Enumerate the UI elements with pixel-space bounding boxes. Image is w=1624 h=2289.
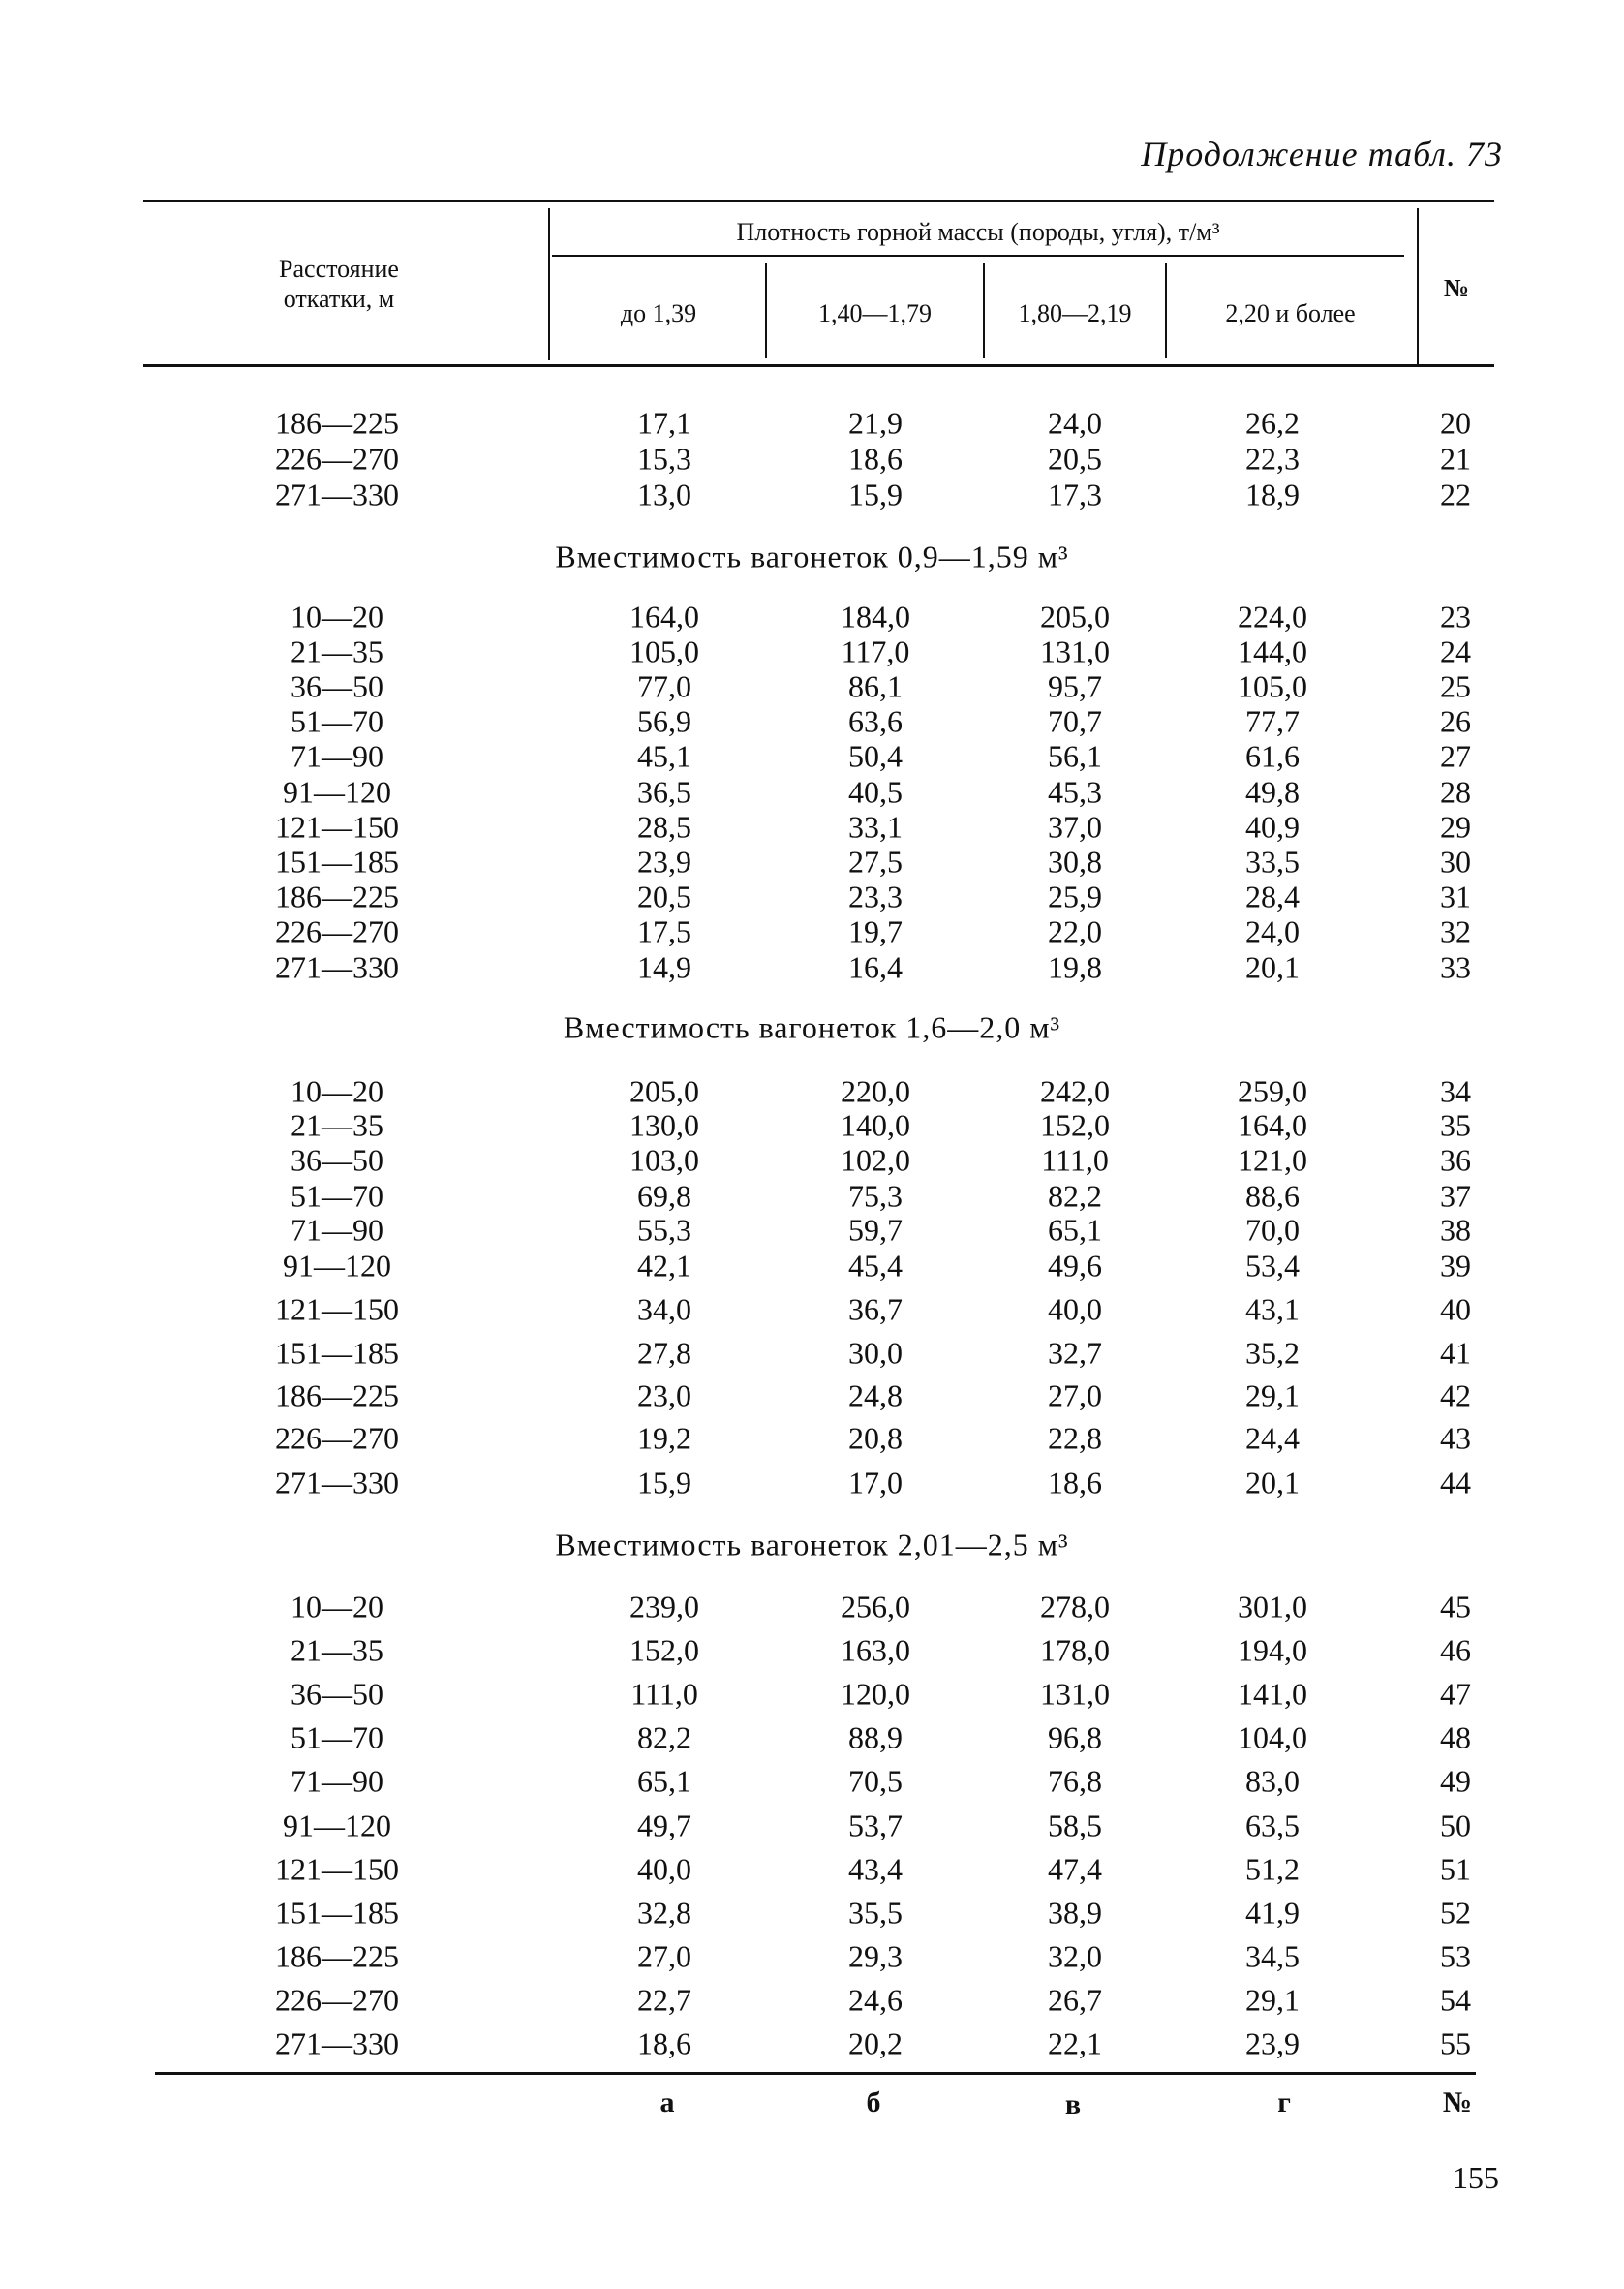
cell-col-v: 95,7 <box>1048 668 1102 704</box>
cell-col-b: 102,0 <box>841 1142 910 1178</box>
cell-row-number: 52 <box>1440 1895 1471 1931</box>
header-col-g: 2,20 и более <box>1225 299 1356 327</box>
cell-col-a: 15,3 <box>637 441 691 477</box>
cell-col-b: 140,0 <box>841 1107 910 1143</box>
cell-col-b: 117,0 <box>841 634 910 669</box>
cell-distance: 36—50 <box>291 1676 383 1712</box>
cell-col-a: 45,1 <box>637 738 691 774</box>
cell-col-a: 239,0 <box>629 1589 699 1624</box>
cell-row-number: 39 <box>1440 1248 1471 1284</box>
cell-col-a: 164,0 <box>629 599 699 634</box>
cell-col-b: 43,4 <box>848 1851 903 1887</box>
cell-row-number: 21 <box>1440 441 1471 477</box>
cell-distance: 21—35 <box>291 1107 383 1143</box>
cell-col-b: 86,1 <box>848 668 903 704</box>
cell-col-a: 82,2 <box>637 1719 691 1755</box>
cell-distance: 71—90 <box>291 738 383 774</box>
cell-col-v: 58,5 <box>1048 1808 1102 1843</box>
cell-row-number: 27 <box>1440 738 1471 774</box>
cell-row-number: 30 <box>1440 844 1471 880</box>
cell-col-a: 42,1 <box>637 1248 691 1284</box>
cell-distance: 151—185 <box>275 1335 399 1371</box>
cell-col-b: 70,5 <box>848 1763 903 1799</box>
cell-col-v: 32,0 <box>1048 1938 1102 1974</box>
cell-col-v: 152,0 <box>1040 1107 1110 1143</box>
cell-row-number: 53 <box>1440 1938 1471 1974</box>
cell-col-b: 220,0 <box>841 1073 910 1109</box>
cell-distance: 186—225 <box>275 879 399 914</box>
cell-distance: 226—270 <box>275 1420 399 1456</box>
cell-col-b: 59,7 <box>848 1212 903 1248</box>
footer-label-b: б <box>866 2087 881 2119</box>
cell-row-number: 20 <box>1440 405 1471 441</box>
cell-row-number: 49 <box>1440 1763 1471 1799</box>
cell-col-b: 24,8 <box>848 1377 903 1413</box>
cell-col-v: 131,0 <box>1040 1676 1110 1712</box>
cell-col-a: 130,0 <box>629 1107 699 1143</box>
cell-row-number: 42 <box>1440 1377 1471 1413</box>
cell-row-number: 48 <box>1440 1719 1471 1755</box>
cell-col-g: 88,6 <box>1245 1178 1300 1214</box>
cell-col-g: 63,5 <box>1245 1808 1300 1843</box>
cell-col-v: 178,0 <box>1040 1632 1110 1668</box>
cell-col-g: 22,3 <box>1245 441 1300 477</box>
cell-col-a: 205,0 <box>629 1073 699 1109</box>
cell-col-v: 22,0 <box>1048 913 1102 949</box>
cell-distance: 10—20 <box>291 1589 383 1624</box>
cell-col-g: 83,0 <box>1245 1763 1300 1799</box>
cell-col-v: 24,0 <box>1048 405 1102 441</box>
cell-row-number: 50 <box>1440 1808 1471 1843</box>
cell-distance: 36—50 <box>291 1142 383 1178</box>
cell-col-v: 111,0 <box>1041 1142 1109 1178</box>
cell-row-number: 26 <box>1440 703 1471 739</box>
cell-col-a: 69,8 <box>637 1178 691 1214</box>
cell-col-g: 41,9 <box>1245 1895 1300 1931</box>
cell-col-v: 37,0 <box>1048 809 1102 845</box>
cell-col-v: 25,9 <box>1048 879 1102 914</box>
cell-col-g: 104,0 <box>1238 1719 1307 1755</box>
cell-col-g: 61,6 <box>1245 738 1300 774</box>
cell-col-a: 27,0 <box>637 1938 691 1974</box>
cell-distance: 121—150 <box>275 1851 399 1887</box>
cell-col-v: 70,7 <box>1048 703 1102 739</box>
cell-distance: 121—150 <box>275 809 399 845</box>
cell-col-b: 53,7 <box>848 1808 903 1843</box>
cell-col-g: 77,7 <box>1245 703 1300 739</box>
footer-label-a: а <box>659 2087 675 2119</box>
cell-col-g: 144,0 <box>1238 634 1307 669</box>
footer-label-v: в <box>1064 2088 1082 2120</box>
cell-distance: 51—70 <box>291 1719 383 1755</box>
header-divider <box>548 208 550 360</box>
header-number: № <box>1443 274 1470 302</box>
cell-col-v: 76,8 <box>1048 1763 1102 1799</box>
cell-distance: 91—120 <box>283 1808 391 1843</box>
cell-distance: 186—225 <box>275 1938 399 1974</box>
cell-col-b: 256,0 <box>841 1589 910 1624</box>
cell-col-b: 33,1 <box>848 809 903 845</box>
section-heading: Вместимость вагонеток 2,01—2,5 м³ <box>555 1527 1069 1562</box>
cell-col-a: 49,7 <box>637 1808 691 1843</box>
cell-col-b: 21,9 <box>848 405 903 441</box>
cell-col-b: 24,6 <box>848 1982 903 2018</box>
cell-col-v: 56,1 <box>1048 738 1102 774</box>
cell-distance: 71—90 <box>291 1763 383 1799</box>
cell-col-v: 18,6 <box>1048 1465 1102 1500</box>
cell-col-v: 96,8 <box>1048 1719 1102 1755</box>
cell-row-number: 45 <box>1440 1589 1471 1624</box>
cell-distance: 186—225 <box>275 1377 399 1413</box>
cell-row-number: 24 <box>1440 634 1471 669</box>
cell-col-g: 33,5 <box>1245 844 1300 880</box>
cell-col-b: 184,0 <box>841 599 910 634</box>
cell-col-g: 24,4 <box>1245 1420 1300 1456</box>
cell-distance: 21—35 <box>291 634 383 669</box>
cell-row-number: 54 <box>1440 1982 1471 2018</box>
cell-col-a: 27,8 <box>637 1335 691 1371</box>
cell-row-number: 35 <box>1440 1107 1471 1143</box>
cell-col-a: 152,0 <box>629 1632 699 1668</box>
cell-row-number: 25 <box>1440 668 1471 704</box>
cell-col-v: 242,0 <box>1040 1073 1110 1109</box>
table-bottom-rule <box>155 2072 1476 2075</box>
cell-col-g: 26,2 <box>1245 405 1300 441</box>
cell-col-a: 17,1 <box>637 405 691 441</box>
cell-distance: 186—225 <box>275 405 399 441</box>
cell-col-v: 278,0 <box>1040 1589 1110 1624</box>
cell-col-g: 18,9 <box>1245 477 1300 512</box>
cell-col-a: 32,8 <box>637 1895 691 1931</box>
cell-col-g: 224,0 <box>1238 599 1307 634</box>
cell-col-g: 49,8 <box>1245 774 1300 810</box>
header-col-a: до 1,39 <box>620 299 697 327</box>
cell-col-g: 40,9 <box>1245 809 1300 845</box>
cell-col-g: 24,0 <box>1245 913 1300 949</box>
header-col-v: 1,80—2,19 <box>1018 299 1132 327</box>
table-continuation-title: Продолжение табл. 73 <box>1141 135 1503 173</box>
cell-row-number: 40 <box>1440 1291 1471 1327</box>
cell-col-b: 17,0 <box>848 1465 903 1500</box>
cell-col-b: 45,4 <box>848 1248 903 1284</box>
cell-col-a: 23,0 <box>637 1377 691 1413</box>
cell-distance: 271—330 <box>275 1465 399 1500</box>
cell-col-g: 23,9 <box>1245 2026 1300 2061</box>
cell-col-a: 14,9 <box>637 949 691 985</box>
cell-col-v: 65,1 <box>1048 1212 1102 1248</box>
cell-col-v: 20,5 <box>1048 441 1102 477</box>
cell-col-g: 121,0 <box>1238 1142 1307 1178</box>
cell-row-number: 29 <box>1440 809 1471 845</box>
cell-col-g: 164,0 <box>1238 1107 1307 1143</box>
cell-col-a: 20,5 <box>637 879 691 914</box>
cell-row-number: 23 <box>1440 599 1471 634</box>
cell-distance: 271—330 <box>275 949 399 985</box>
cell-col-a: 19,2 <box>637 1420 691 1456</box>
cell-col-a: 56,9 <box>637 703 691 739</box>
cell-col-v: 38,9 <box>1048 1895 1102 1931</box>
cell-distance: 51—70 <box>291 1178 383 1214</box>
cell-col-g: 141,0 <box>1238 1676 1307 1712</box>
cell-col-b: 23,3 <box>848 879 903 914</box>
cell-distance: 91—120 <box>283 1248 391 1284</box>
section-heading: Вместимость вагонеток 0,9—1,59 м³ <box>555 539 1069 574</box>
cell-col-b: 19,7 <box>848 913 903 949</box>
cell-row-number: 43 <box>1440 1420 1471 1456</box>
cell-distance: 71—90 <box>291 1212 383 1248</box>
cell-col-g: 259,0 <box>1238 1073 1307 1109</box>
cell-col-g: 105,0 <box>1238 668 1307 704</box>
cell-col-b: 50,4 <box>848 738 903 774</box>
cell-col-v: 27,0 <box>1048 1377 1102 1413</box>
cell-col-g: 53,4 <box>1245 1248 1300 1284</box>
cell-col-v: 47,4 <box>1048 1851 1102 1887</box>
cell-col-g: 29,1 <box>1245 1982 1300 2018</box>
cell-col-g: 35,2 <box>1245 1335 1300 1371</box>
cell-distance: 10—20 <box>291 599 383 634</box>
footer-label-number: № <box>1442 2087 1473 2119</box>
header-col-b: 1,40—1,79 <box>818 299 932 327</box>
section-heading: Вместимость вагонеток 1,6—2,0 м³ <box>563 1009 1061 1045</box>
table-top-rule <box>143 200 1494 202</box>
cell-col-b: 75,3 <box>848 1178 903 1214</box>
cell-col-v: 82,2 <box>1048 1178 1102 1214</box>
cell-row-number: 32 <box>1440 913 1471 949</box>
cell-col-a: 28,5 <box>637 809 691 845</box>
cell-col-b: 88,9 <box>848 1719 903 1755</box>
cell-row-number: 34 <box>1440 1073 1471 1109</box>
header-bottom-rule <box>143 364 1494 367</box>
cell-col-g: 28,4 <box>1245 879 1300 914</box>
cell-distance: 271—330 <box>275 477 399 512</box>
cell-distance: 121—150 <box>275 1291 399 1327</box>
footer-label-g: г <box>1277 2087 1291 2119</box>
cell-row-number: 37 <box>1440 1178 1471 1214</box>
cell-col-b: 20,2 <box>848 2026 903 2061</box>
page-number: 155 <box>1453 2160 1499 2195</box>
cell-col-b: 30,0 <box>848 1335 903 1371</box>
cell-col-v: 32,7 <box>1048 1335 1102 1371</box>
cell-distance: 271—330 <box>275 2026 399 2061</box>
cell-col-a: 15,9 <box>637 1465 691 1500</box>
cell-distance: 91—120 <box>283 774 391 810</box>
cell-col-a: 36,5 <box>637 774 691 810</box>
cell-col-b: 16,4 <box>848 949 903 985</box>
cell-distance: 21—35 <box>291 1632 383 1668</box>
cell-col-g: 29,1 <box>1245 1377 1300 1413</box>
cell-distance: 10—20 <box>291 1073 383 1109</box>
cell-col-b: 35,5 <box>848 1895 903 1931</box>
cell-col-b: 15,9 <box>848 477 903 512</box>
cell-col-b: 29,3 <box>848 1938 903 1974</box>
cell-row-number: 41 <box>1440 1335 1471 1371</box>
cell-row-number: 31 <box>1440 879 1471 914</box>
cell-col-g: 301,0 <box>1238 1589 1307 1624</box>
cell-row-number: 36 <box>1440 1142 1471 1178</box>
cell-row-number: 51 <box>1440 1851 1471 1887</box>
cell-col-b: 40,5 <box>848 774 903 810</box>
cell-col-b: 27,5 <box>848 844 903 880</box>
cell-row-number: 55 <box>1440 2026 1471 2061</box>
cell-col-b: 63,6 <box>848 703 903 739</box>
cell-col-g: 194,0 <box>1238 1632 1307 1668</box>
cell-col-a: 77,0 <box>637 668 691 704</box>
cell-col-a: 17,5 <box>637 913 691 949</box>
cell-col-g: 34,5 <box>1245 1938 1300 1974</box>
cell-row-number: 47 <box>1440 1676 1471 1712</box>
cell-row-number: 33 <box>1440 949 1471 985</box>
cell-col-v: 45,3 <box>1048 774 1102 810</box>
cell-row-number: 46 <box>1440 1632 1471 1668</box>
cell-distance: 36—50 <box>291 668 383 704</box>
cell-col-v: 30,8 <box>1048 844 1102 880</box>
cell-col-a: 22,7 <box>637 1982 691 2018</box>
cell-col-b: 20,8 <box>848 1420 903 1456</box>
cell-row-number: 38 <box>1440 1212 1471 1248</box>
header-distance: Расстояние откатки, м <box>279 255 399 314</box>
cell-col-v: 17,3 <box>1048 477 1102 512</box>
cell-col-a: 55,3 <box>637 1212 691 1248</box>
cell-col-a: 111,0 <box>630 1676 698 1712</box>
cell-col-a: 40,0 <box>637 1851 691 1887</box>
cell-col-a: 23,9 <box>637 844 691 880</box>
cell-row-number: 44 <box>1440 1465 1471 1500</box>
cell-col-a: 13,0 <box>637 477 691 512</box>
cell-col-v: 40,0 <box>1048 1291 1102 1327</box>
cell-col-a: 105,0 <box>629 634 699 669</box>
cell-distance: 226—270 <box>275 441 399 477</box>
cell-row-number: 22 <box>1440 477 1471 512</box>
cell-col-a: 34,0 <box>637 1291 691 1327</box>
cell-distance: 51—70 <box>291 703 383 739</box>
cell-col-b: 36,7 <box>848 1291 903 1327</box>
cell-col-v: 22,8 <box>1048 1420 1102 1456</box>
cell-col-v: 131,0 <box>1040 634 1110 669</box>
cell-distance: 151—185 <box>275 844 399 880</box>
cell-col-g: 70,0 <box>1245 1212 1300 1248</box>
header-density-group: Плотность горной массы (породы, угля), т/м³ <box>736 218 1220 246</box>
cell-distance: 151—185 <box>275 1895 399 1931</box>
cell-col-v: 26,7 <box>1048 1982 1102 2018</box>
cell-col-b: 18,6 <box>848 441 903 477</box>
cell-col-g: 51,2 <box>1245 1851 1300 1887</box>
cell-col-g: 43,1 <box>1245 1291 1300 1327</box>
cell-col-a: 18,6 <box>637 2026 691 2061</box>
cell-col-v: 49,6 <box>1048 1248 1102 1284</box>
cell-col-v: 22,1 <box>1048 2026 1102 2061</box>
cell-col-b: 120,0 <box>841 1676 910 1712</box>
cell-col-v: 205,0 <box>1040 599 1110 634</box>
cell-col-v: 19,8 <box>1048 949 1102 985</box>
cell-distance: 226—270 <box>275 913 399 949</box>
cell-col-a: 65,1 <box>637 1763 691 1799</box>
cell-col-g: 20,1 <box>1245 1465 1300 1500</box>
cell-col-g: 20,1 <box>1245 949 1300 985</box>
header-subrule <box>552 255 1404 257</box>
cell-col-b: 163,0 <box>841 1632 910 1668</box>
cell-col-a: 103,0 <box>629 1142 699 1178</box>
cell-distance: 226—270 <box>275 1982 399 2018</box>
cell-row-number: 28 <box>1440 774 1471 810</box>
